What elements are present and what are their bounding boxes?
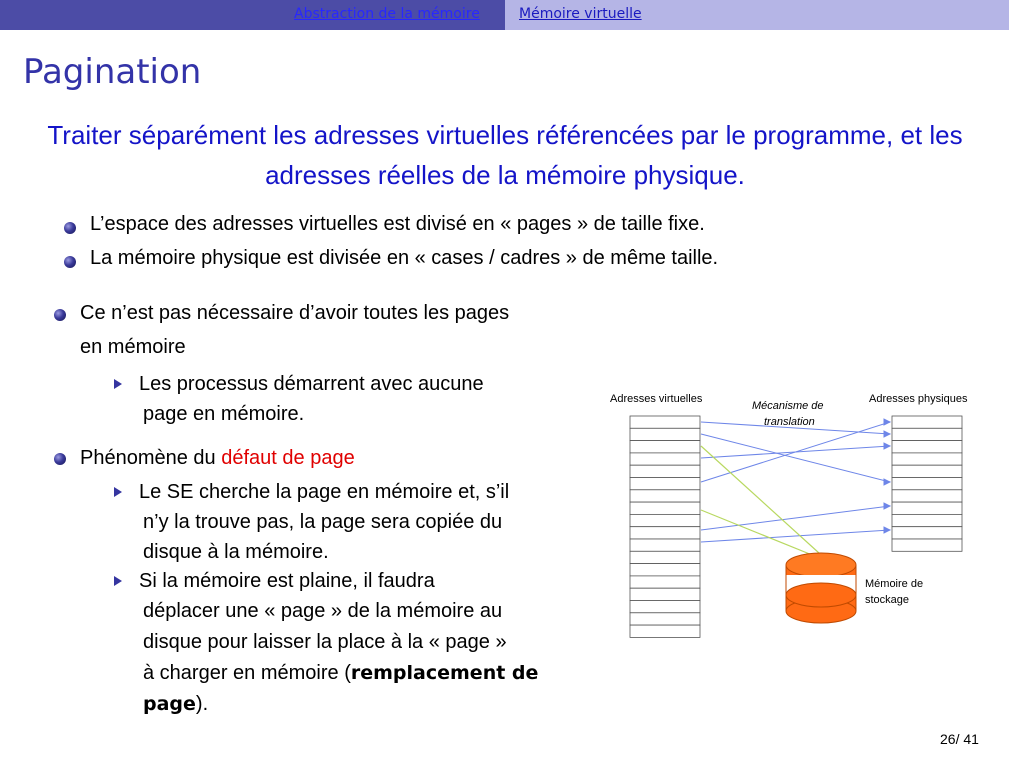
bullet-icon bbox=[64, 256, 76, 268]
table-cell bbox=[892, 416, 962, 428]
bullet-icon bbox=[54, 309, 66, 321]
arrowhead bbox=[884, 419, 890, 425]
sub-bullet-triangle-icon bbox=[114, 576, 122, 586]
bullet-2-prefix: Phénomène du bbox=[80, 447, 222, 469]
table-cell bbox=[630, 576, 700, 588]
slide-subtitle: Traiter séparément les adresses virtuelles référencées par le programme, et les adresses réelles de la mémoire physique. bbox=[47, 120, 963, 190]
table-cell bbox=[892, 514, 962, 526]
table-cell bbox=[630, 601, 700, 613]
bullet-1-sub-line-1: Les processus démarrent avec aucune bbox=[139, 373, 484, 395]
table-cell bbox=[630, 588, 700, 600]
physical-frame-table bbox=[892, 416, 962, 551]
bullet-1-line-2: en mémoire bbox=[80, 336, 186, 358]
table-cell bbox=[630, 625, 700, 637]
slide-title: Pagination bbox=[23, 52, 202, 92]
virtual-addresses-label: Adresses virtuelles bbox=[610, 393, 703, 405]
bullet-2-sub-2-line-2: déplacer une « page » de la mémoire au bbox=[143, 600, 503, 622]
mapping-arrow bbox=[701, 422, 890, 482]
table-cell bbox=[630, 502, 700, 514]
line-4-prefix: à charger en mémoire ( bbox=[143, 662, 351, 684]
table-cell bbox=[630, 441, 700, 453]
table-cell bbox=[630, 613, 700, 625]
table-cell bbox=[630, 551, 700, 563]
sub-bullet-triangle-icon bbox=[114, 379, 122, 389]
mechanism-label-line-2: translation bbox=[764, 416, 815, 428]
table-cell bbox=[630, 539, 700, 551]
table-cell bbox=[892, 441, 962, 453]
page-number: 26/ 41 bbox=[940, 731, 979, 747]
table-cell bbox=[892, 428, 962, 440]
bullet-2-sub-1-line-1: Le SE cherche la page en mémoire et, s’il bbox=[139, 481, 510, 503]
page-bold: page bbox=[143, 693, 196, 715]
bullet-2-sub-1-line-2: n’y la trouve pas, la page sera copiée du bbox=[143, 511, 503, 533]
mechanism-label-line-1: Mécanisme de bbox=[752, 400, 824, 412]
nav-link-abstraction[interactable]: Abstraction de la mémoire bbox=[294, 0, 480, 30]
table-cell bbox=[630, 527, 700, 539]
mapping-arrow bbox=[701, 506, 890, 530]
table-cell bbox=[630, 478, 700, 490]
table-cell bbox=[630, 564, 700, 576]
bullet-1-line-1: Ce n’est pas nécessaire d’avoir toutes les pages bbox=[80, 302, 510, 324]
nav-link-memoire-virtuelle[interactable]: Mémoire virtuelle bbox=[505, 0, 1009, 30]
arrowhead bbox=[884, 503, 890, 509]
arrowhead bbox=[884, 527, 890, 533]
table-cell bbox=[630, 453, 700, 465]
mapping-arrow bbox=[701, 434, 890, 482]
table-cell bbox=[630, 416, 700, 428]
table-cell bbox=[630, 490, 700, 502]
disk-arrow bbox=[701, 446, 830, 563]
line-5-suffix: ). bbox=[195, 693, 209, 715]
bullet-2-sub-1-line-3: disque à la mémoire. bbox=[143, 541, 329, 563]
bullet-2-sub-2-line-1: Si la mémoire est plaine, il faudra bbox=[139, 570, 435, 592]
bullet-2-sub-2-line-4 bbox=[143, 658, 538, 688]
table-cell bbox=[892, 453, 962, 465]
bullet-2-sub-2-line-5 bbox=[143, 689, 208, 719]
bullet-icon bbox=[64, 222, 76, 234]
storage-label-line-2: stockage bbox=[865, 594, 910, 606]
table-cell bbox=[630, 465, 700, 477]
table-cell bbox=[892, 527, 962, 539]
table-cell bbox=[630, 428, 700, 440]
bullet-icon bbox=[54, 453, 66, 465]
bullet-1-sub-line-2: page en mémoire. bbox=[143, 403, 305, 425]
arrowhead bbox=[884, 479, 890, 485]
arrowhead bbox=[884, 443, 890, 449]
table-cell bbox=[892, 478, 962, 490]
table-cell bbox=[892, 490, 962, 502]
table-cell bbox=[630, 514, 700, 526]
intro-bullet-2: La mémoire physique est divisée en « cases / cadres » de même taille. bbox=[90, 247, 719, 269]
table-cell bbox=[892, 465, 962, 477]
sub-bullet-triangle-icon bbox=[114, 487, 122, 497]
physical-addresses-label: Adresses physiques bbox=[869, 393, 968, 405]
arrowhead bbox=[884, 431, 890, 437]
storage-label-line-1: Mémoire de bbox=[865, 578, 924, 590]
virtual-page-table bbox=[630, 416, 700, 637]
intro-bullet-1: L’espace des adresses virtuelles est divisé en « pages » de taille fixe. bbox=[90, 213, 705, 235]
remplacement-bold: remplacement de bbox=[350, 662, 539, 684]
table-cell bbox=[892, 502, 962, 514]
table-cell bbox=[892, 539, 962, 551]
translation-diagram bbox=[600, 385, 995, 650]
bullet-2-line bbox=[80, 443, 355, 473]
defaut-de-page-highlight: défaut de page bbox=[221, 447, 355, 469]
storage-disk-icon bbox=[786, 553, 856, 623]
bullet-2-sub-2-line-3: disque pour laisser la place à la « page » bbox=[143, 631, 507, 653]
